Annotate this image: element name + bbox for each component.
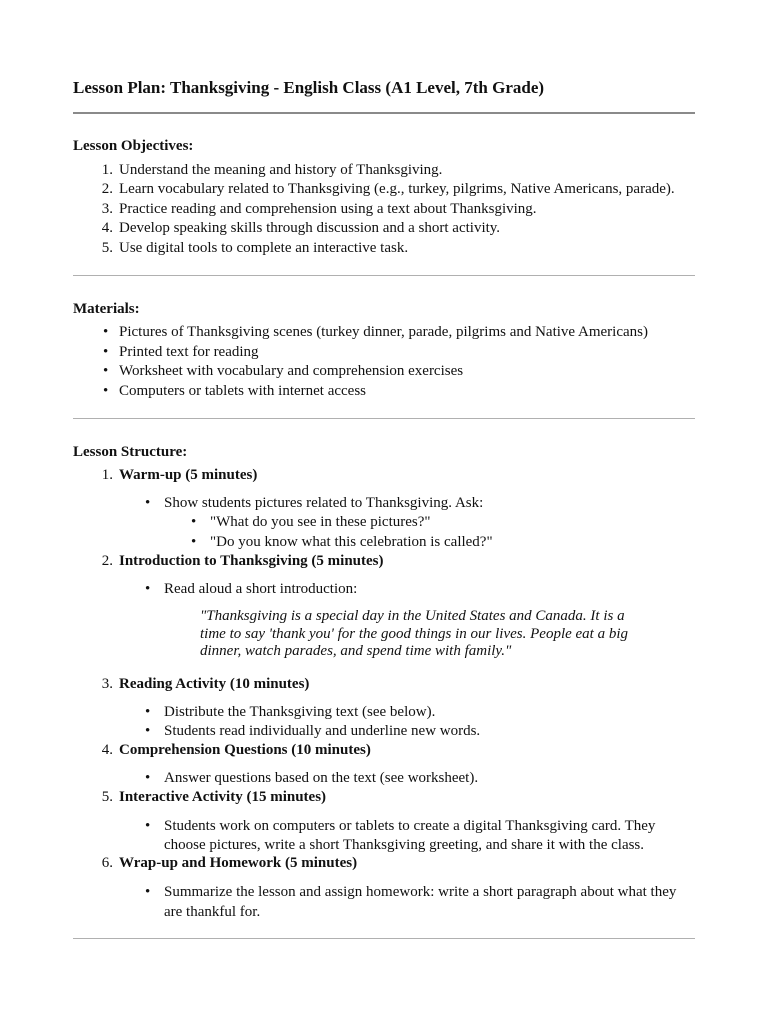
bullet-icon: • — [145, 581, 151, 597]
list-item: Develop speaking skills through discussion and a short activity. — [119, 220, 501, 236]
step-sub-bullet: "What do you see in these pictures?" — [210, 514, 431, 530]
step-bullet-line: Summarize the lesson and assign homework: write a short paragraph about what they — [164, 884, 677, 900]
step-bullet-line: choose pictures, write a short Thanksgiving greeting, and share it with the class. — [164, 837, 645, 853]
step-title: Interactive Activity (15 minutes) — [119, 789, 327, 805]
objectives-heading: Lesson Objectives: — [73, 138, 194, 154]
list-number: 1. — [101, 162, 113, 178]
bullet-icon: • — [145, 723, 151, 739]
step-number: 2. — [101, 553, 113, 569]
page-title: Lesson Plan: Thanksgiving - English Class (A1 Level, 7th Grade) — [73, 78, 545, 97]
bullet-icon: • — [145, 704, 151, 720]
step-number: 5. — [101, 789, 113, 805]
bullet-icon: • — [145, 770, 151, 786]
step-bullet-line: are thankful for. — [164, 904, 261, 920]
list-item: Computers or tablets with internet access — [119, 383, 367, 399]
list-number: 4. — [101, 220, 113, 236]
step-bullet: Read aloud a short introduction: — [164, 581, 358, 597]
step-title: Comprehension Questions (10 minutes) — [119, 742, 371, 758]
list-number: 5. — [101, 240, 113, 256]
quote-line: time to say 'thank you' for the good things in our lives. People eat a big — [200, 626, 629, 642]
step-bullet: Students read individually and underline new words. — [164, 723, 481, 739]
quote-line: dinner, watch parades, and spend time with family." — [200, 643, 512, 659]
step-bullet-line: Students work on computers or tablets to create a digital Thanksgiving card. They — [164, 818, 656, 834]
list-item: Pictures of Thanksgiving scenes (turkey dinner, parade, pilgrims and Native Americans) — [119, 324, 648, 340]
list-number: 2. — [101, 181, 113, 197]
structure-heading: Lesson Structure: — [73, 444, 188, 460]
section-divider — [73, 275, 695, 276]
list-item: Use digital tools to complete an interactive task. — [119, 240, 409, 256]
step-number: 3. — [101, 676, 113, 692]
step-title: Introduction to Thanksgiving (5 minutes) — [119, 553, 384, 569]
step-title: Reading Activity (10 minutes) — [119, 676, 310, 692]
list-number: 3. — [101, 201, 113, 217]
bullet-icon: • — [191, 534, 197, 550]
section-divider — [73, 938, 695, 939]
step-number: 6. — [101, 855, 113, 871]
quote-line: "Thanksgiving is a special day in the United States and Canada. It is a — [200, 608, 625, 624]
step-bullet: Distribute the Thanksgiving text (see below). — [164, 704, 436, 720]
step-sub-bullet: "Do you know what this celebration is called?" — [210, 534, 493, 550]
step-title: Warm-up (5 minutes) — [119, 467, 258, 483]
title-divider — [73, 112, 695, 114]
list-item: Learn vocabulary related to Thanksgiving (e.g., turkey, pilgrims, Native Americans, parade). — [119, 181, 675, 197]
list-item: Printed text for reading — [119, 344, 259, 360]
step-title: Wrap-up and Homework (5 minutes) — [119, 855, 358, 871]
step-number: 1. — [101, 467, 113, 483]
list-item: Practice reading and comprehension using a text about Thanksgiving. — [119, 201, 537, 217]
bullet-icon: • — [145, 495, 151, 511]
bullet-icon: • — [145, 818, 151, 834]
step-number: 4. — [101, 742, 113, 758]
section-divider — [73, 418, 695, 419]
bullet-icon: • — [145, 884, 151, 900]
step-bullet: Answer questions based on the text (see worksheet). — [164, 770, 479, 786]
bullet-icon: • — [103, 344, 109, 360]
list-item: Worksheet with vocabulary and comprehension exercises — [119, 363, 464, 379]
materials-heading: Materials: — [73, 301, 140, 317]
step-bullet: Show students pictures related to Thanksgiving. Ask: — [164, 495, 484, 511]
bullet-icon: • — [103, 363, 109, 379]
bullet-icon: • — [103, 324, 109, 340]
bullet-icon: • — [103, 383, 109, 399]
list-item: Understand the meaning and history of Thanksgiving. — [119, 162, 443, 178]
bullet-icon: • — [191, 514, 197, 530]
